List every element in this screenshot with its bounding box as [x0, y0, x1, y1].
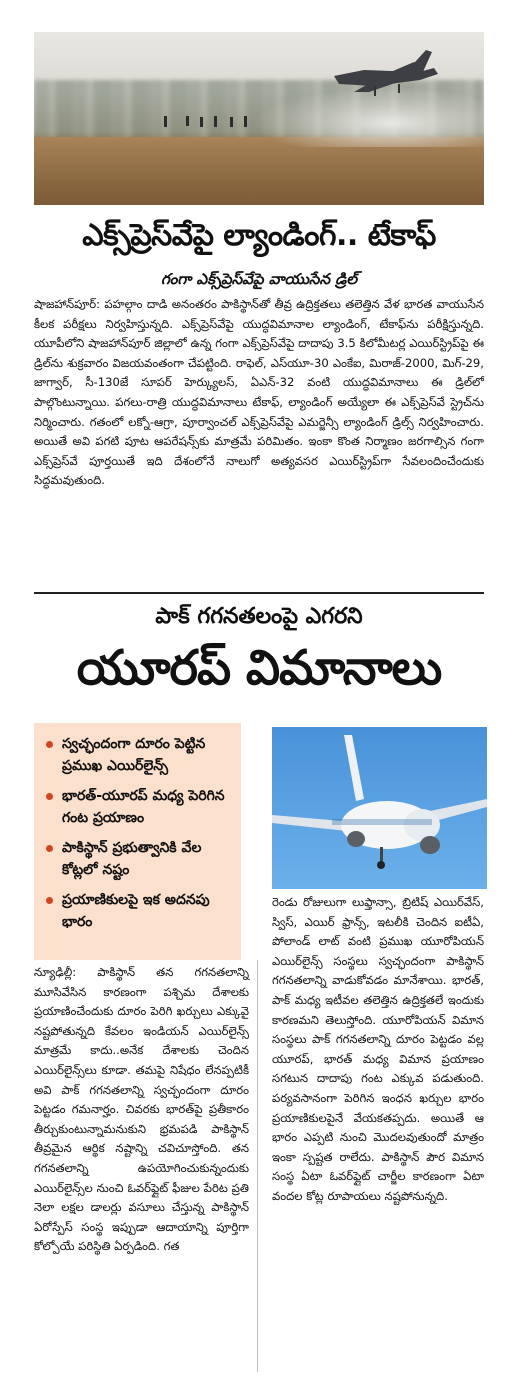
highlight-item: ప్రయాణికులపై ఇక అదనపు భారం [46, 889, 233, 933]
fighter-jet-takeoff-photo [34, 32, 484, 205]
highlight-item: భారత్‌-యూరప్‌ మధ్య పెరిగిన గంట ప్రయాణం [46, 785, 233, 829]
story2-kicker: పాక్‌ గగనతలంపై ఎగరని [155, 604, 363, 629]
airliner-photo [272, 727, 487, 889]
story1-body: షాజహాన్‌పూర్‌: పహల్గాం దాడి అనంతరం పాకిస్థాన్‌తో తీవ్ర ఉద్రిక్తతలు తలెత్తిన వేళ భారత వాయుసేన కీలక పరీక్షలు నిర్వహిస్తున్నది. ఎక్స్‌ప్రెస్‌వేపై యుద్ధవిమానాల ల్యాండింగ్‌, టేకాఫ్‌ను పరీక్షిస్తున్నది. యూపీలోని షాజహాన్‌పూర్‌ జిల్లాలో ఉన్న గంగా ఎక్స్‌ప్రెస్‌వేపై దాదాపు 3.5 కిలోమీటర్ల ఎయిర్‌స్ట్రిప్‌పై ఈ డ్రిల్‌ను శుక్రవారం విజయవంతంగా చేపట్టింది. రాఫెల్‌, ఎస్‌యూ-30 ఎంకేఐ, మిరాజ్‌-2000, మిగ్‌-29, జాగ్వార్‌, సీ-130జే సూపర్‌ హెర్క్యులస్‌, ఏఎన్‌-32 వంటి యుద్ధవిమానాలు ఈ డ్రిల్‌లో పాల్గొంటున్నాయి. పగలు-రాత్రి యుద్ధవిమానాలు టేకాఫ్‌, ల్యాండింగ్‌ అయ్యేలా ఈ ఎక్స్‌ప్రెస్‌వే స్ట్రెచ్‌ను నిర్మించారు. గతంలో లక్నో-ఆగ్రా, పూర్వాంచల్‌ ఎక్స్‌ప్రెస్‌వేపై ఎమర్జెన్సీ ల్యాండింగ్‌ డ్రిల్స్‌ నిర్వహించారు. అయితే అవి పగటి పూట ఆపరేషన్స్‌కు మాత్రమే పరిమితం. ఇంకా కొంత నిర్మాణం జరగాల్సిన గంగా ఎక్స్‌ప్రెస్‌వే పూర్తయితే ఇది దేశంలోనే నాలుగో అత్యవసర ఎయిర్‌స్ట్రిప్‌గా సేవలందించేందుకు సిద్ధమవుతుంది. [34, 297, 484, 488]
fighter-jet-icon [34, 32, 484, 205]
bullet-icon [46, 741, 53, 748]
story1-subheadline: గంగా ఎక్స్‌ప్రెస్‌వేపై వాయుసేన డ్రిల్‌ [161, 270, 357, 288]
highlight-item: స్వచ్ఛందంగా దూరం పెట్టిన ప్రముఖ ఎయిర్‌లైన్స్‌ [46, 733, 233, 777]
bullet-icon [46, 897, 53, 904]
highlights-box [34, 723, 241, 960]
bullet-icon [46, 793, 53, 800]
highlight-item: పాకిస్థాన్‌ ప్రభుత్వానికి వేల కోట్లలో నష్టం [46, 837, 233, 881]
section-divider [34, 592, 484, 594]
column-divider [257, 960, 258, 1372]
airliner-icon [272, 727, 487, 889]
story2-headline: యూరప్‌ విమానాలు [76, 640, 442, 696]
story2-body-left: న్యూఢిల్లీ: పాకిస్థాన్‌ తన గగనతలాన్ని మూసివేసిన కారణంగా పశ్చిమ దేశాలకు ప్రయాణించేందుకు దూరం పెరిగి ఖర్చులు ఎక్కువై నష్టపోతున్నది కేవలం ఇండియన్‌ ఎయిర్‌లైన్స్‌ మాత్రమే కాదు..అనేక దేశాలకు చెందిన ఎయిర్‌లైన్స్‌లు కూడా. తమపై నిషేధం లేనప్పటికీ అవి పాక్‌ గగనతలాన్ని స్వచ్ఛందంగా దూరం పెట్టడం గమనార్హం. చివరకు భారత్‌పై ప్రతీకారం తీర్చుకుంటున్నామనుకుని భ్రమపడి పాకిస్థాన్‌ తీవ్రమైన ఆర్థిక నష్టాన్ని చవిచూస్తోంది. తన గగనతలాన్ని ఉపయోగించుకున్నందుకు ఎయిర్‌లైన్స్‌ల నుంచి ఓవర్‌ఫ్లైట్‌ ఫీజుల పేరిట ప్రతి నెలా లక్షల డాలర్లు వసూలు చేస్తున్న పాకిస్థాన్‌ ఏరోస్పేస్‌ సంస్థ ఇప్పుడా ఆదాయాన్ని పూర్తిగా కోల్పోయే పరిస్థితి ఏర్పడింది. గత [34, 965, 249, 1254]
story1-headline: ఎక్స్‌ప్రెస్‌వేపై ల్యాండింగ్‌.. టేకాఫ్‌ [82, 218, 436, 253]
bullet-icon [46, 845, 53, 852]
story2-body-right: రెండు రోజులుగా లుఫ్తాన్సా, బ్రిటిష్‌ ఎయిర్‌వేస్‌, స్విస్‌, ఎయిర్‌ ఫ్రాన్స్‌, ఇటలీకి చెందిన ఐటీఏ, పోలాండ్‌ లాట్‌ వంటి ప్రముఖ యూరోపియన్‌ ఎయిర్‌లైన్స్‌ సంస్థలు స్వచ్ఛందంగా పాకిస్థాన్‌ గగనతలాన్ని వాడుకోవడం మానేశాయి. భారత్‌, పాక్‌ మధ్య ఇటీవల తలెత్తిన ఉద్రిక్తతలే ఇందుకు కారణమని తెలుస్తోంది. యూరోపియన్‌ విమాన సంస్థలు పాక్‌ గగనతలాన్ని దూరం పెట్టడం వల్ల యూరప్‌, భారత్‌ మధ్య విమాన ప్రయాణం సగటున దాదాపు గంట ఎక్కువ పడుతుంది. పర్యవసానంగా పెరిగిన ఇంధన ఖర్చుల భారం ప్రయాణికులపైనే వేయకతప్పదు. అయితే ఆ భారం ఎప్పటి నుంచి మొదలవుతుందో మాత్రం ఇంకా స్పష్టత రాలేదు. పాకిస్థాన్‌ పౌర విమాన సంస్థ ఏటా ఓవర్‌ఫ్లైట్‌ చార్జీల కారణంగా ఏటా వందల కోట్ల రూపాయలు నష్టపోనున్నది. [272, 895, 484, 1203]
